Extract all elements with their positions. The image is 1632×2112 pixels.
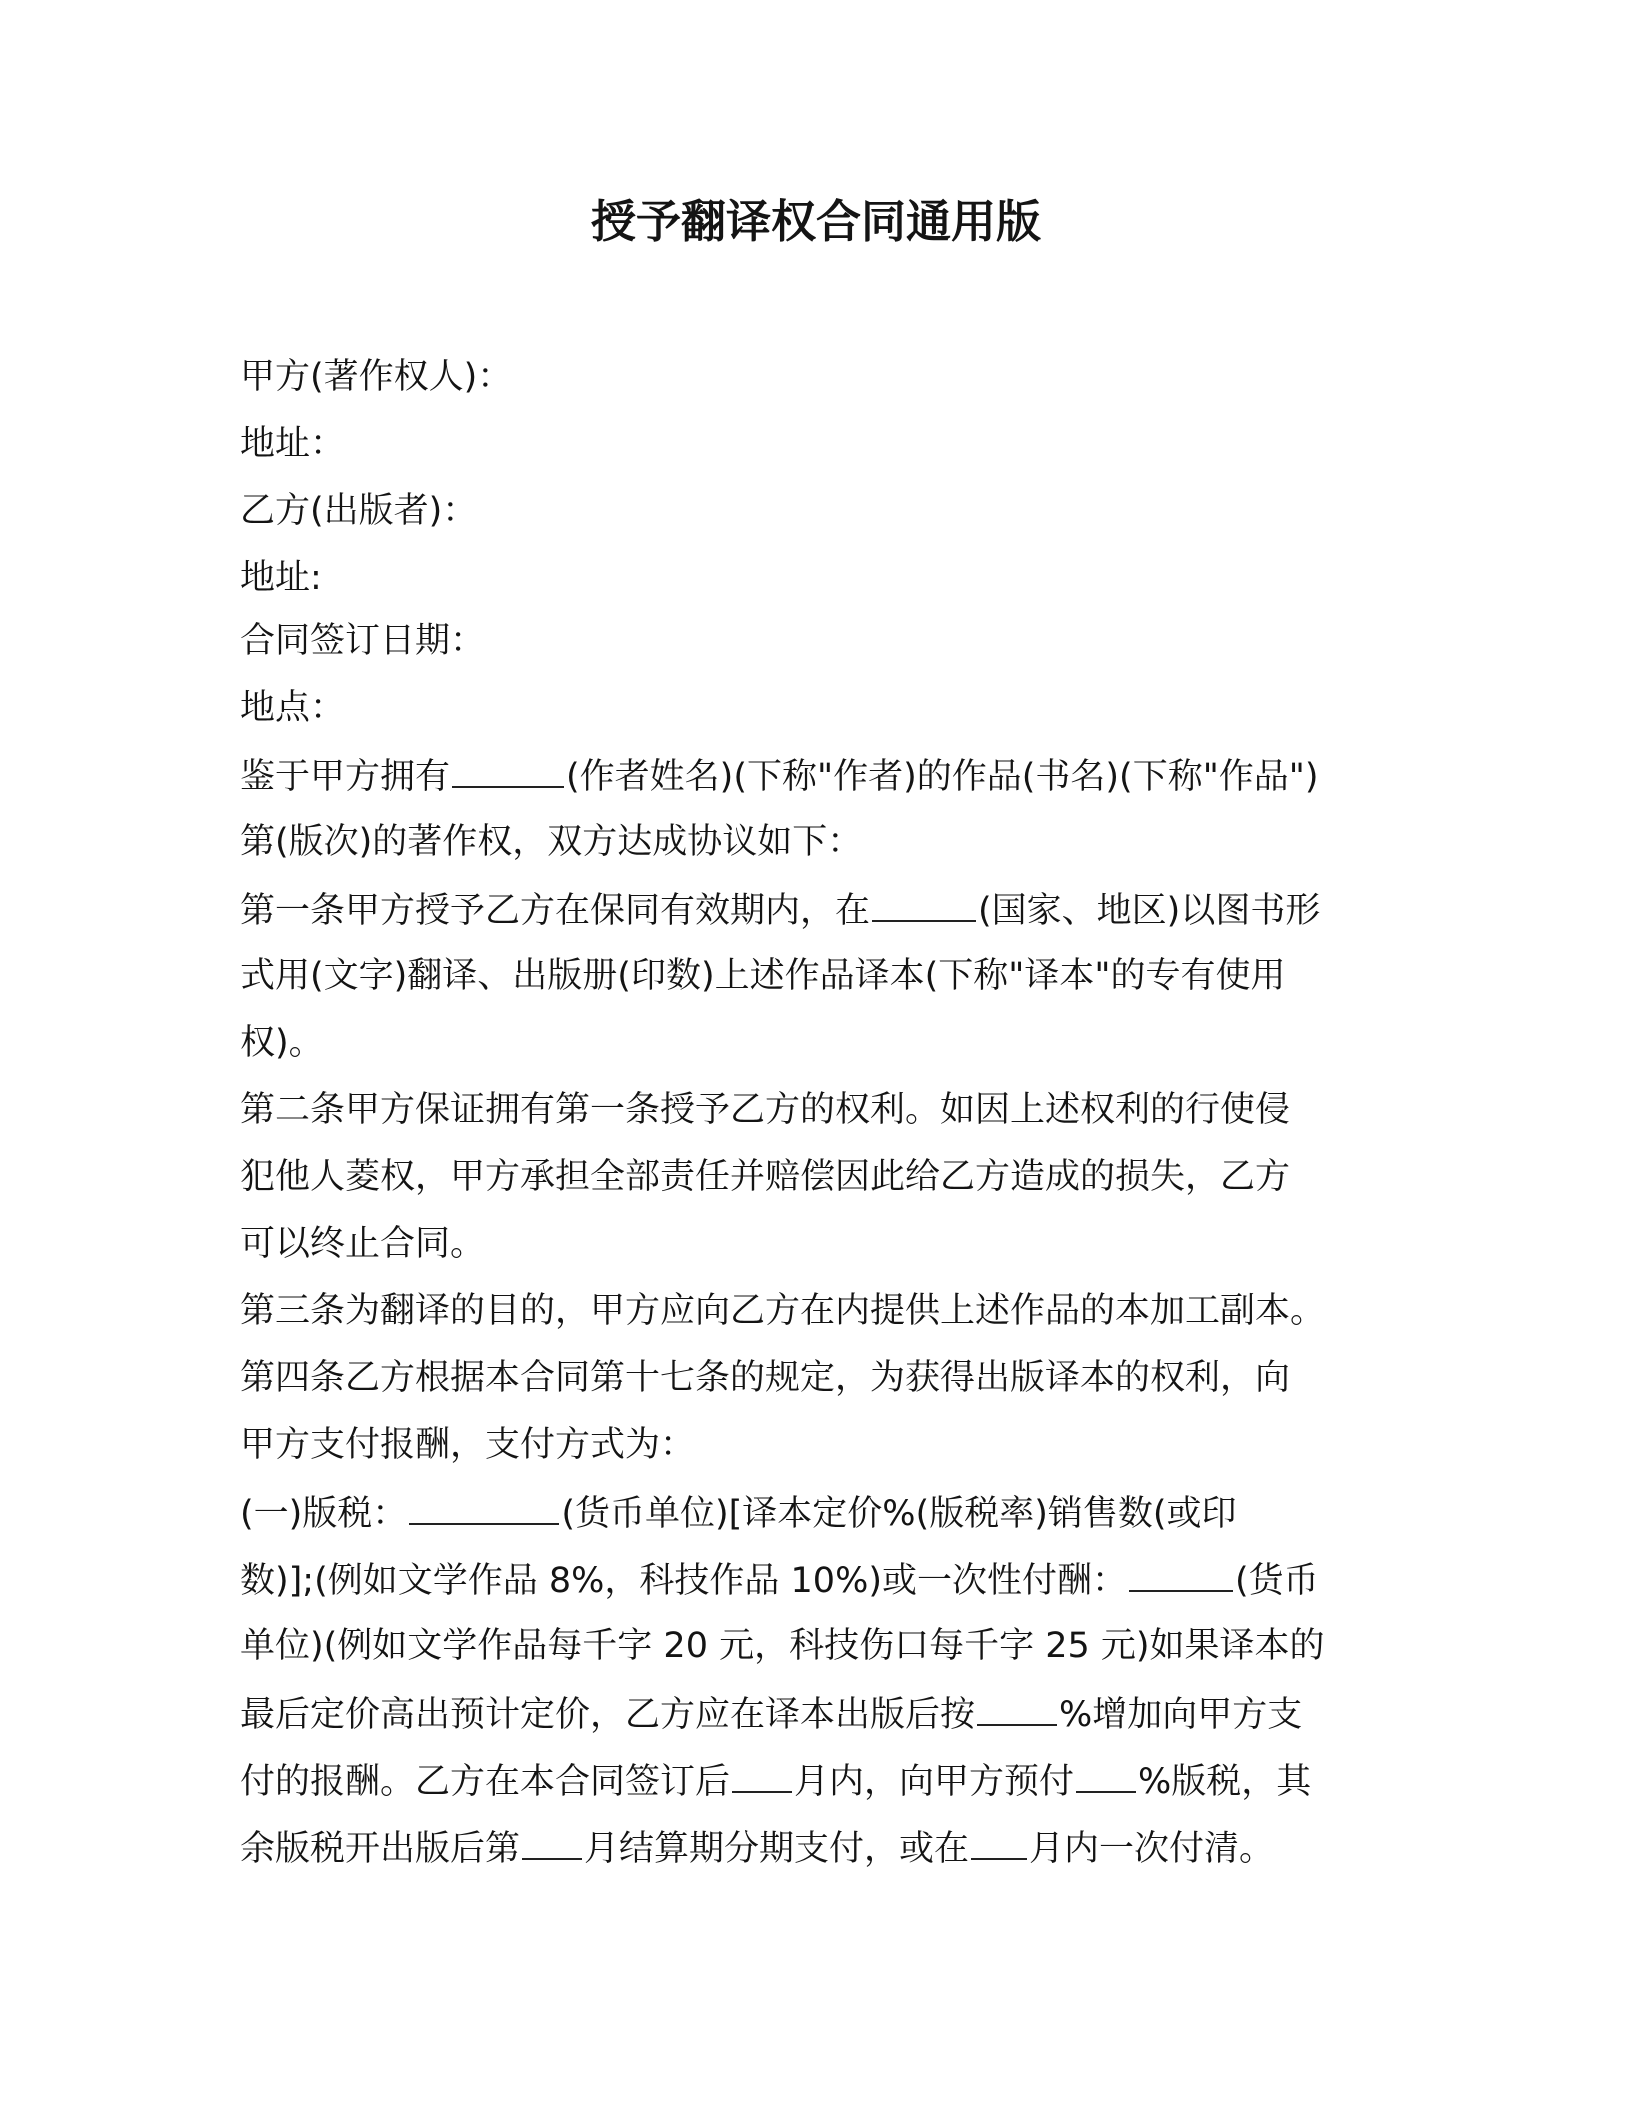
document-body xyxy=(240,344,1390,1881)
royalty-text-h: 月内，向甲方预付 xyxy=(794,1762,1075,1802)
advance-percent-blank xyxy=(1076,1747,1136,1793)
royalty-text-f: %增加向甲方支 xyxy=(1059,1695,1303,1735)
advance-months-blank xyxy=(732,1747,792,1793)
lump-sum-blank xyxy=(1129,1546,1233,1592)
royalty-text-g: 付的报酬。乙方在本合同签订后 xyxy=(240,1762,731,1802)
royalty-line-3: 单位)(例如文学作品每千字 20 元，科技伤口每千字 25 元)如果译本的 xyxy=(240,1626,1325,1666)
article4-line-1: 第四条乙方根据本合同第十七条的规定，为获得出版译本的权利，向 xyxy=(240,1358,1291,1398)
settlement-month-blank xyxy=(522,1814,582,1860)
article2-line-3: 可以终止合同。 xyxy=(240,1224,486,1264)
region-blank xyxy=(872,876,976,922)
royalty-text-j: 余版税开出版后第 xyxy=(240,1829,521,1869)
royalty-text-k: 月结算期分期支付，或在 xyxy=(584,1829,970,1869)
increase-percent-blank xyxy=(977,1680,1057,1726)
article1-line-1 xyxy=(240,876,1390,943)
article1-text-b: (国家、地区)以图书形 xyxy=(978,891,1321,931)
party-b-address-field: 地址: xyxy=(240,558,322,598)
royalty-text-e: 最后定价高出预计定价，乙方应在译本出版后按 xyxy=(240,1695,976,1735)
party-a-address-field: 地址： xyxy=(240,424,346,464)
royalty-text-a: (一)版税： xyxy=(240,1494,408,1534)
party-b-field: 乙方(出版者)： xyxy=(240,491,478,531)
royalty-line-5 xyxy=(240,1747,1390,1814)
royalty-line-1 xyxy=(240,1479,1390,1546)
royalty-line-4 xyxy=(240,1680,1390,1747)
signing-date-field: 合同签订日期： xyxy=(240,621,486,661)
preamble-text-a: 鉴于甲方拥有 xyxy=(240,757,451,797)
preamble-line-2: 第(版次)的著作权，双方达成协议如下： xyxy=(240,822,863,862)
article1-line-2: 式用(文字)翻译、出版册(印数)上述作品译本(下称"译本"的专有使用 xyxy=(240,956,1286,996)
royalty-text-i: %版税，其 xyxy=(1138,1762,1312,1802)
article2-line-2: 犯他人菱权，甲方承担全部责任并赔偿因此给乙方造成的损失，乙方 xyxy=(240,1157,1291,1197)
author-name-blank xyxy=(452,742,564,788)
article2-line-1: 第二条甲方保证拥有第一条授予乙方的权利。如因上述权利的行使侵 xyxy=(240,1090,1291,1130)
royalty-line-2 xyxy=(240,1546,1390,1613)
royalty-line-6 xyxy=(240,1814,1390,1881)
royalty-text-b: (货币单位)[译本定价%(版税率)销售数(或印 xyxy=(561,1494,1237,1534)
party-a-field: 甲方(著作权人)： xyxy=(240,357,513,397)
royalty-text-d: (货币 xyxy=(1234,1561,1319,1601)
article4-line-2: 甲方支付报酬，支付方式为： xyxy=(240,1425,696,1465)
article1-line-3: 权)。 xyxy=(240,1023,324,1063)
location-field: 地点： xyxy=(240,688,346,728)
lump-payment-month-blank xyxy=(971,1814,1027,1860)
article1-text-a: 第一条甲方授予乙方在保同有效期内，在 xyxy=(240,891,871,931)
royalty-text-c: 数)];(例如文学作品 8%，科技作品 10%)或一次性付酬： xyxy=(240,1561,1127,1601)
royalty-text-l: 月内一次付清。 xyxy=(1029,1829,1275,1869)
preamble-text-b: (作者姓名)(下称"作者)的作品(书名)(下称"作品") xyxy=(566,757,1319,797)
article3-line-1: 第三条为翻译的目的，甲方应向乙方在内提供上述作品的本加工副本。 xyxy=(240,1291,1326,1331)
preamble-line-1 xyxy=(240,742,1390,809)
royalty-amount-blank xyxy=(409,1479,559,1525)
document-title: 授予翻译权合同通用版 xyxy=(590,195,1041,248)
